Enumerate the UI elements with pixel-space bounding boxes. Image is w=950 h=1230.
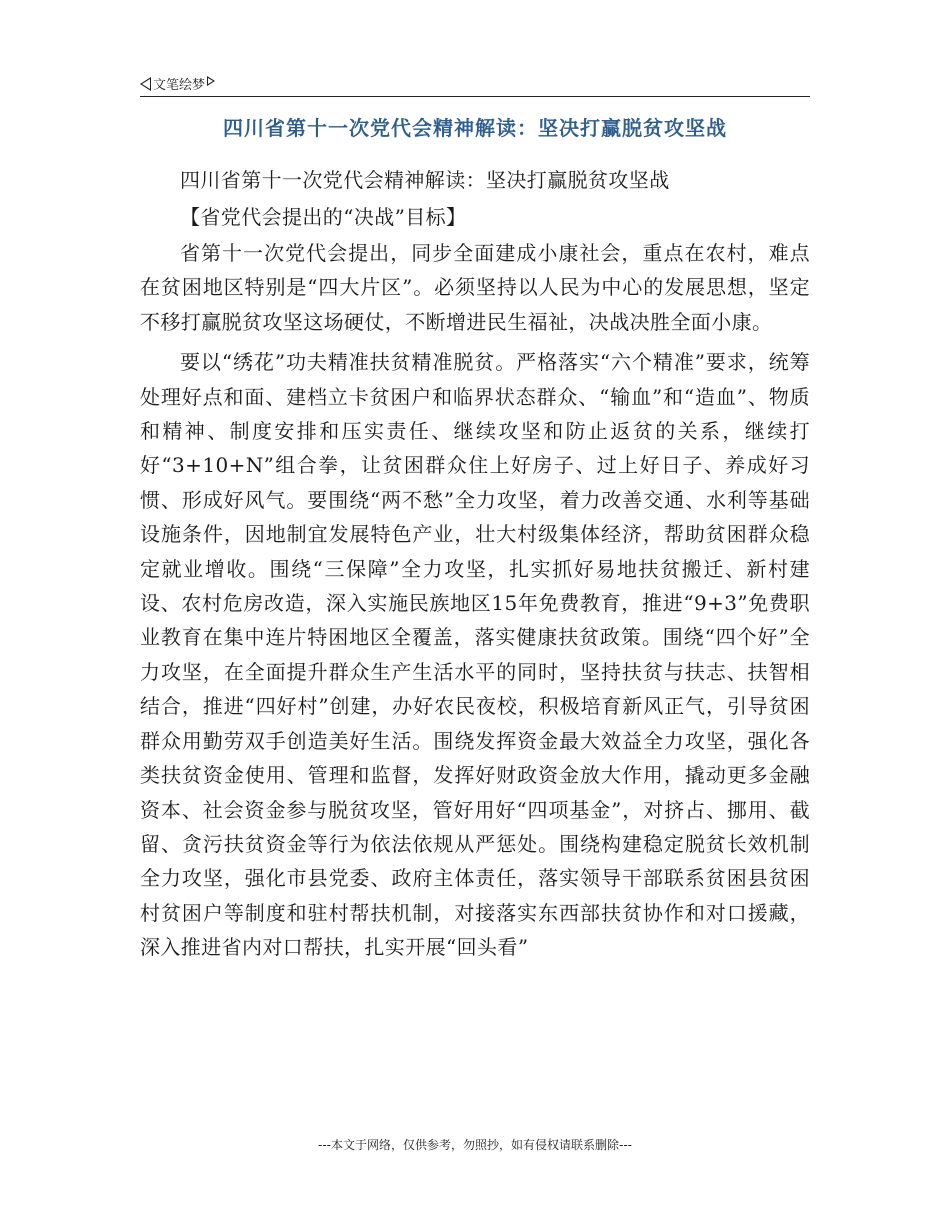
left-triangle-icon bbox=[140, 77, 151, 91]
right-triangle-icon bbox=[207, 76, 215, 86]
paragraph: 省第十一次党代会提出，同步全面建成小康社会，重点在农村，难点在贫困地区特别是“四大片区”。必须坚持以人民为中心的发展思想，坚定不移打赢脱贫攻坚这场硬仗，不断增进民生福祉，决战决胜全面小康。 bbox=[140, 241, 810, 334]
paragraph: 要以“绣花”功夫精准扶贫精准脱贫。严格落实“六个精准”要求，统筹处理好点和面、建档立卡贫困户和临界状态群众、“输血”和“造血”、物质和精神、制度安排和压实责任、继续攻坚和防止返贫的关系，继续打好“3+10+N”组合拳，让贫困群众住上好房子、过上好日子、养成好习惯、形成好风气。要围绕“两不愁”全力攻坚，着力改善交通、水利等基础设施条件，因地制宜发展特色产业，壮大村级集体经济，帮助贫困群众稳定就业增收。围绕“三保障”全力攻坚，扎实抓好易地扶贫搬迁、新村建设、农村危房改造，深入实施民族地区15年免费教育，推进“9+3”免费职业教育在集中连片特困地区全覆盖，落实健康扶贫政策。围绕“四个好”全力攻坚，在全面提升群众生产生活水平的同时，坚持扶贫与扶志、扶智相结合，推进“四好村”创建，办好农民夜校，积极培育新风正气，引导贫困群众用勤劳双手创造美好生活。围绕发挥资金最大效益全力攻坚，强化各类扶贫资金使用、管理和监督，发挥好财政资金放大作用，撬动更多金融资本、社会资金参与脱贫攻坚，管好用好“四项基金”，对挤占、挪用、截留、贪污扶贫资金等行为依法依规从严惩处。围绕构建稳定脱贫长效机制全力攻坚，强化市县党委、政府主体责任，落实领导干部联系贫困县贫困村贫困户等制度和驻村帮扶机制，对接落实东西部扶贫协作和对口援藏，深入推进省内对口帮扶，扎实开展“回头看” bbox=[140, 350, 810, 960]
brand-label: 文笔绘梦 bbox=[153, 78, 206, 93]
section-subtitle: 【省党代会提出的“决战”目标】 bbox=[180, 205, 467, 229]
header-brand bbox=[140, 74, 215, 93]
repeat-title: 四川省第十一次党代会精神解读：坚决打赢脱贫攻坚战 bbox=[180, 168, 670, 192]
document-body bbox=[140, 164, 810, 965]
document-title: 四川省第十一次党代会精神解读：坚决打赢脱贫攻坚战 bbox=[223, 116, 727, 140]
footer-disclaimer: ---本文于网络，仅供参考，勿照抄，如有侵权请联系删除--- bbox=[318, 1138, 632, 1152]
page-header bbox=[140, 72, 810, 97]
